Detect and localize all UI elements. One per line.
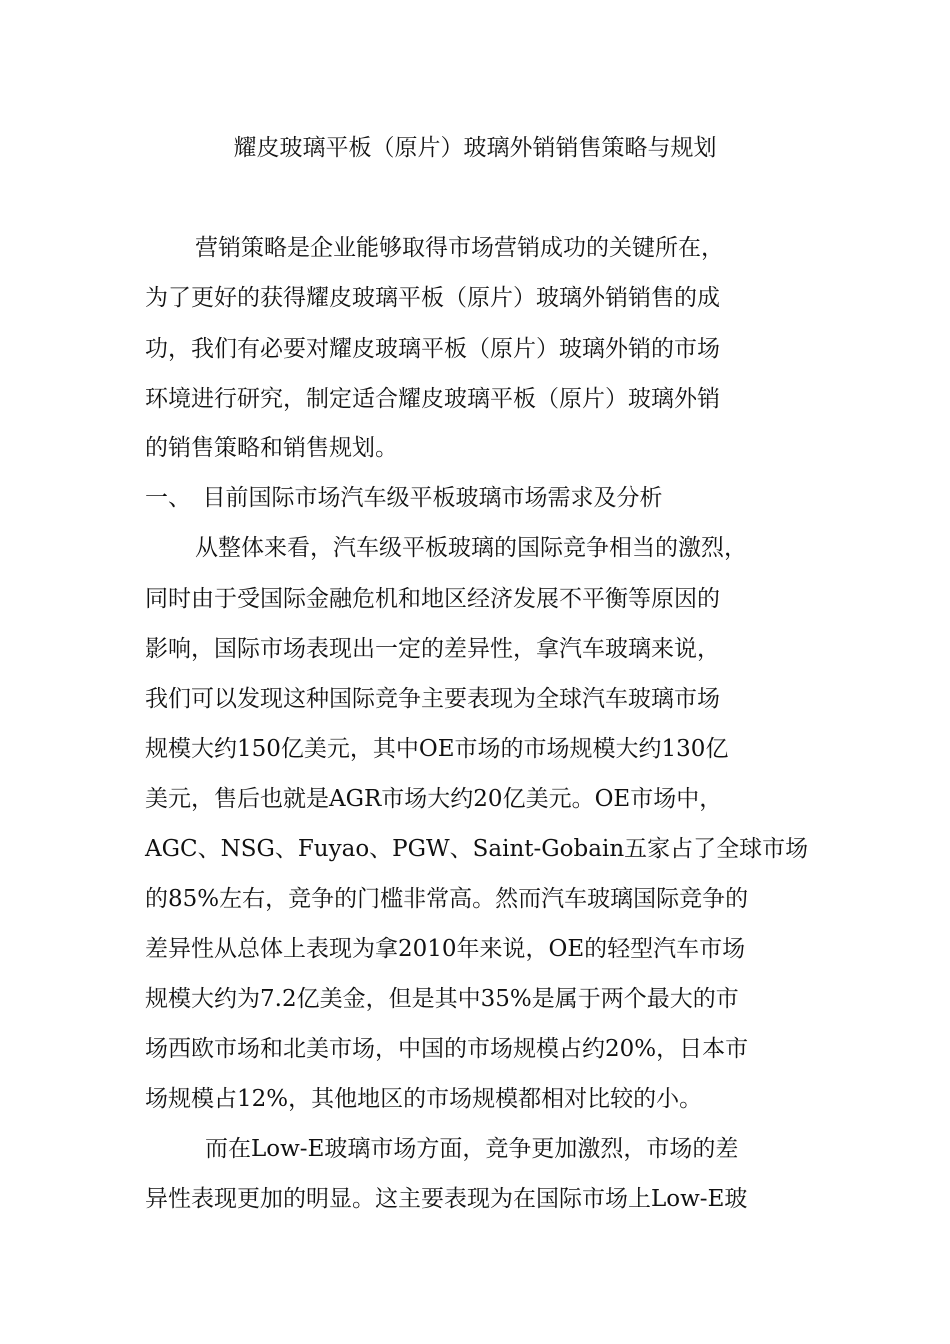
paragraph-line: 为了更好的获得耀皮玻璃平板（原片）玻璃外销销售的成 xyxy=(145,285,720,311)
paragraph-line: 规模大约为7.2亿美金，但是其中35%是属于两个最大的市 xyxy=(145,986,739,1012)
paragraph-line: 同时由于受国际金融危机和地区经济发展不平衡等原因的 xyxy=(145,586,720,612)
paragraph-line: 功，我们有必要对耀皮玻璃平板（原片）玻璃外销的市场 xyxy=(145,336,720,362)
paragraph-line: 规模大约150亿美元，其中OE市场的市场规模大约130亿 xyxy=(145,736,729,762)
document-title: 耀皮玻璃平板（原片）玻璃外销销售策略与规划 xyxy=(233,135,717,161)
paragraph-line: AGC、NSG、Fuyao、PGW、Saint-Gobain五家占了全球市场 xyxy=(145,836,809,862)
paragraph-line: 场规模占12%，其他地区的市场规模都相对比较的小。 xyxy=(145,1086,703,1112)
paragraph-line: 影响，国际市场表现出一定的差异性，拿汽车玻璃来说， xyxy=(145,636,720,662)
paragraph-line: 美元，售后也就是AGR市场大约20亿美元。OE市场中， xyxy=(145,786,723,812)
paragraph-line: 营销策略是企业能够取得市场营销成功的关键所在， xyxy=(195,235,724,261)
paragraph-line: 异性表现更加的明显。这主要表现为在国际市场上Low-E玻 xyxy=(145,1186,748,1212)
paragraph-line: 的85%左右，竞争的门槛非常高。然而汽车玻璃国际竞争的 xyxy=(145,886,749,912)
section-heading: 一、 目前国际市场汽车级平板玻璃市场需求及分析 xyxy=(145,485,663,511)
paragraph-line: 环境进行研究，制定适合耀皮玻璃平板（原片）玻璃外销 xyxy=(145,386,720,412)
paragraph-line: 差异性从总体上表现为拿2010年来说，OE的轻型汽车市场 xyxy=(145,936,746,962)
paragraph-line: 而在Low-E玻璃市场方面，竞争更加激烈，市场的差 xyxy=(205,1136,739,1162)
paragraph-line: 场西欧市场和北美市场，中国的市场规模占约20%，日本市 xyxy=(145,1036,749,1062)
paragraph-line: 我们可以发现这种国际竞争主要表现为全球汽车玻璃市场 xyxy=(145,686,720,712)
paragraph-line: 的销售策略和销售规划。 xyxy=(145,435,398,461)
paragraph-line: 从整体来看，汽车级平板玻璃的国际竞争相当的激烈， xyxy=(195,535,747,561)
